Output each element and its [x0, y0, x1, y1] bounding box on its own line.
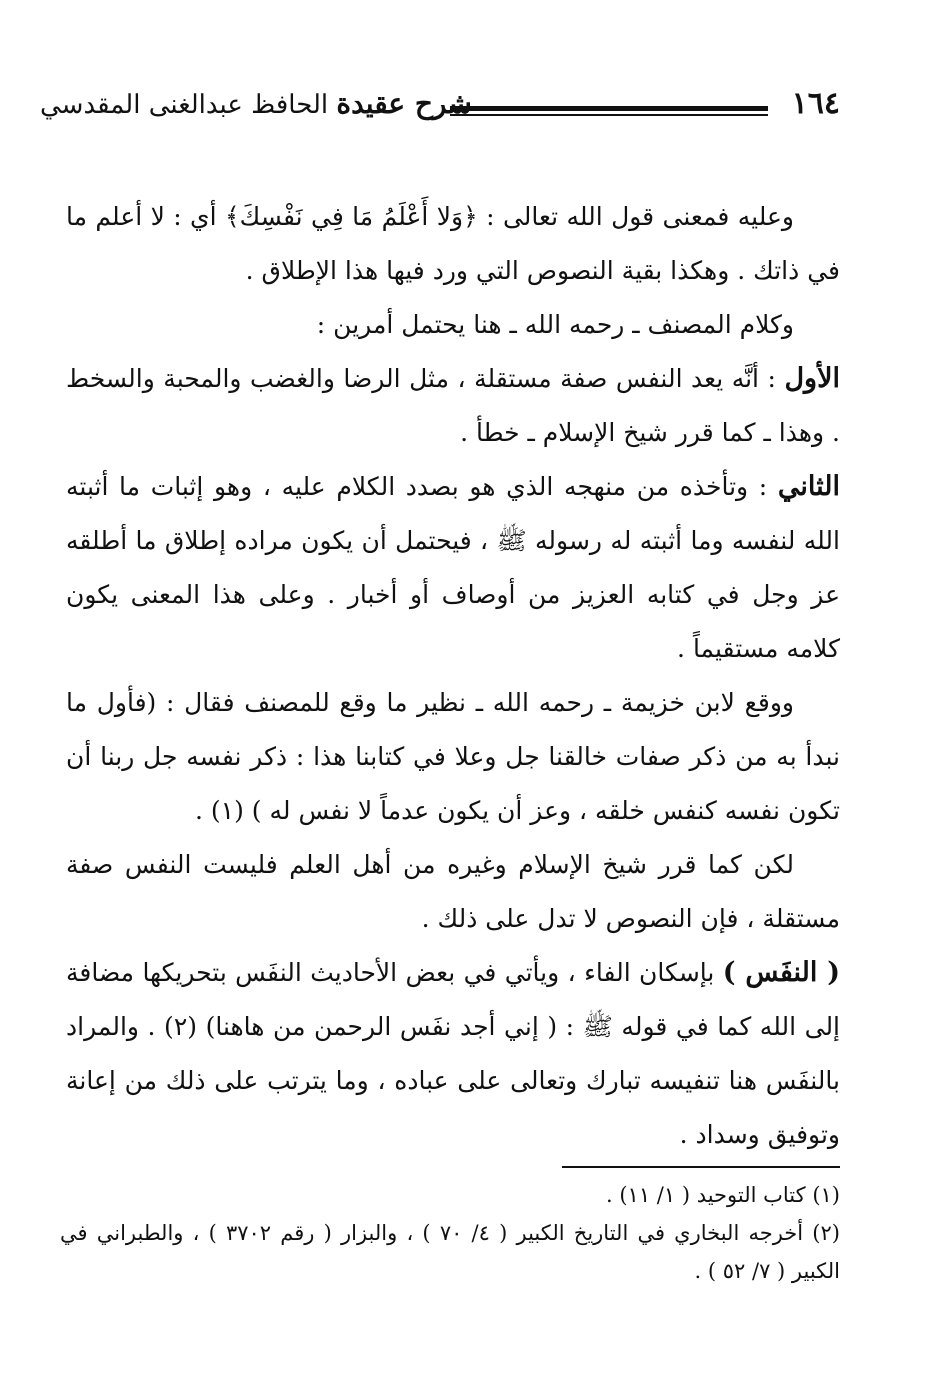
footnote-1: (١) كتاب التوحيد ( ١/ ١١) . [606, 1183, 840, 1207]
running-title-bold: شرح عقيدة [336, 87, 472, 120]
paragraph-lead-term: ( النفَس ) [722, 957, 840, 988]
paragraph-text: ووقع لابن خزيمة ـ رحمه الله ـ نظير ما وقع للمصنف فقال : (فأول ما نبدأ به من ذكر صفات خالقنا جل وعلا في كتابنا هذا : ذكر نفسه جل ربنا أن تكون نفسه كنفس خلقه ، وعز أن يكون عدماً لا نفس له ) (١) . [66, 688, 840, 825]
paragraph [66, 460, 840, 676]
main-text [66, 190, 840, 1162]
paragraph [66, 676, 840, 838]
footnote-separator [562, 1166, 840, 1168]
paragraph-lead-term: الثاني [777, 471, 840, 502]
paragraph [66, 190, 840, 298]
paragraph-text: وعليه فمعنى قول الله تعالى : ﴿وَلا أَعْلَمُ مَا فِي نَفْسِكَ﴾ أي : لا أعلم ما في ذاتك . وهكذا بقية النصوص التي ورد فيها هذا الإطلاق . [66, 202, 840, 285]
paragraph-text: لكن كما قرر شيخ الإسلام وغيره من أهل العلم فليست النفس صفة مستقلة ، فإن النصوص لا تدل على ذلك . [66, 850, 840, 933]
paragraph [66, 946, 840, 1162]
footnotes [60, 1176, 840, 1290]
header-rule [450, 106, 768, 116]
running-title-rest: الحافظ عبدالغنى المقدسي [40, 90, 329, 120]
paragraph-text: : أنَّه يعد النفس صفة مستقلة ، مثل الرضا والغضب والمحبة والسخط . وهذا ـ كما قرر شيخ الإسلام ـ خطأ . [66, 364, 840, 447]
paragraph [66, 838, 840, 946]
running-title [40, 82, 472, 127]
header-rule-thick [450, 106, 768, 111]
footnote-2: (٢) أخرجه البخاري في التاريخ الكبير ( ٤/ ٧٠ ) ، والبزار ( رقم ٣٧٠٢ ) ، والطبراني في الكبير ( ٧/ ٥٢ ) . [60, 1221, 840, 1283]
header-rule-thin [450, 114, 768, 116]
paragraph-text: بإسكان الفاء ، ويأتي في بعض الأحاديث النفَس بتحريكها مضافة إلى الله كما في قوله ﷺ : ( إني أجد نفَس الرحمن من هاهنا) (٢) . والمراد بالنفَس هنا تنفيسه تبارك وتعالى على عباده ، وما يترتب على ذلك من إعانة وتوفيق وسداد . [66, 958, 841, 1149]
paragraph [66, 352, 840, 460]
paragraph-lead-term: الأول [784, 363, 840, 394]
paragraph-text: وكلام المصنف ـ رحمه الله ـ هنا يحتمل أمرين : [316, 310, 794, 339]
page-header [40, 82, 840, 130]
paragraph-text: : وتأخذه من منهجه الذي هو بصدد الكلام عليه ، وهو إثبات ما أثبته الله لنفسه وما أثبته له رسوله ﷺ ، فيحتمل أن يكون مراده إطلاق ما أطلقه عز وجل في كتابه العزيز من أوصاف أو أخبار . وعلى هذا المعنى يكون كلامه مستقيماً . [66, 472, 840, 663]
page-number: ١٦٤ [791, 86, 840, 121]
paragraph [66, 298, 840, 352]
